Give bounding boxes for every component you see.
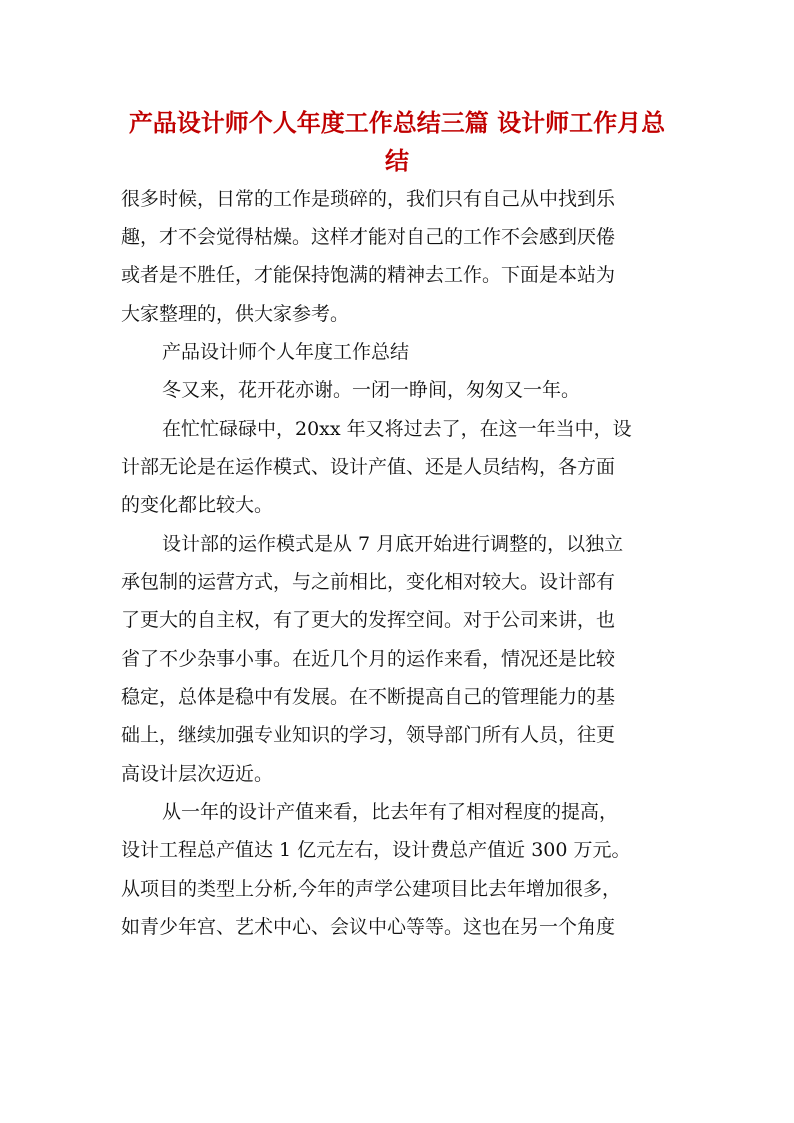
body-line: 冬又来，花开花亦谢。一闭一睁间，匆匆又一年。 [162, 379, 581, 401]
document-title-line-2: 结 [385, 146, 409, 175]
body-line: 从项目的类型上分析,今年的声学公建项目比去年增加很多， [121, 878, 622, 900]
body-line: 大家整理的，供大家参考。 [121, 303, 350, 325]
body-line: 在忙忙碌碌中，20xx 年又将过去了，在这一年当中，设 [162, 418, 632, 440]
body-line: 如青少年宫、艺术中心、会议中心等等。这也在另一个角度 [121, 916, 616, 938]
body-line: 设计部的运作模式是从 7 月底开始进行调整的，以独立 [162, 533, 624, 555]
body-line: 高设计层次迈近。 [121, 763, 274, 785]
document-title-line-1: 产品设计师个人年度工作总结三篇 设计师工作月总 [128, 108, 666, 137]
body-line: 或者是不胜任，才能保持饱满的精神去工作。下面是本站为 [121, 264, 616, 286]
body-line: 很多时候，日常的工作是琐碎的，我们只有自己从中找到乐 [121, 188, 616, 210]
body-line: 省了不少杂事小事。在近几个月的运作来看，情况还是比较 [121, 648, 616, 670]
body-line: 从一年的设计产值来看，比去年有了相对程度的提高， [162, 801, 619, 823]
body-line: 设计工程总产值达 1 亿元左右，设计费总产值近 300 万元。 [121, 839, 631, 861]
body-line: 的变化都比较大。 [121, 494, 274, 516]
body-line: 趣，才不会觉得枯燥。这样才能对自己的工作不会感到厌倦 [121, 226, 616, 248]
body-line: 计部无论是在运作模式、设计产值、还是人员结构，各方面 [121, 456, 616, 478]
body-line: 了更大的自主权，有了更大的发挥空间。对于公司来讲，也 [121, 609, 616, 631]
section-heading: 产品设计师个人年度工作总结 [162, 341, 410, 363]
body-line: 承包制的运营方式，与之前相比，变化相对较大。设计部有 [121, 571, 616, 593]
body-line: 稳定，总体是稳中有发展。在不断提高自己的管理能力的基 [121, 686, 616, 708]
body-line: 础上，继续加强专业知识的学习，领导部门所有人员，往更 [121, 724, 616, 746]
